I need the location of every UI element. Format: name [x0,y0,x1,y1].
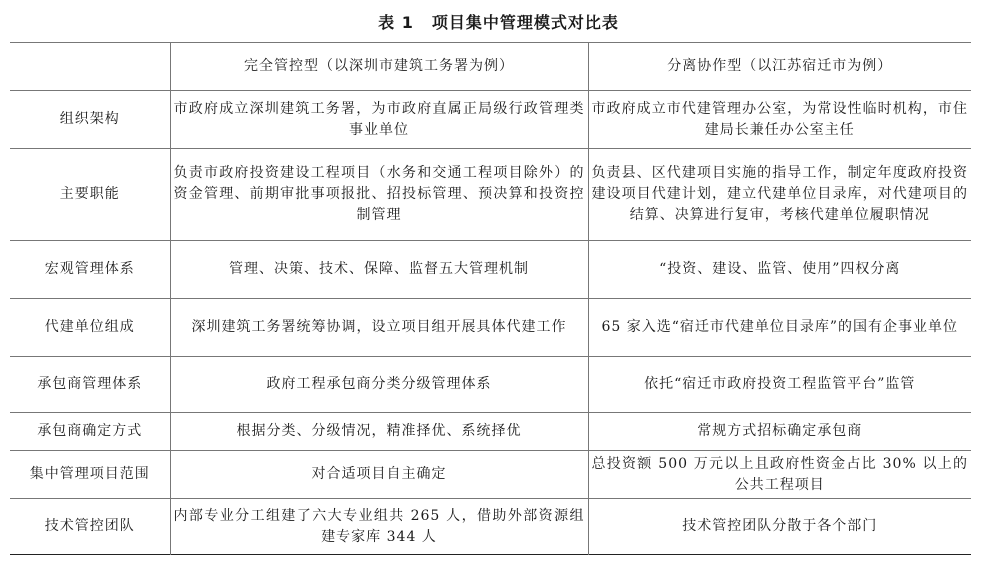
row-label: 技术管控团队 [10,499,170,555]
header-blank-cell [10,43,170,91]
row-cell-a: 深圳建筑工务署统筹协调，设立项目组开展具体代建工作 [170,299,588,357]
row-cell-a: 管理、决策、技术、保障、监督五大管理机制 [170,241,588,299]
table-row [10,499,971,555]
row-label: 承包商确定方式 [10,413,170,451]
row-cell-b: 65 家入选“宿迁市代建单位目录库”的国有企事业单位 [588,299,971,357]
comparison-table [10,42,971,555]
row-label: 宏观管理体系 [10,241,170,299]
table-row [10,91,971,149]
table-number: 表 1 [378,13,414,32]
header-row [10,43,971,91]
row-cell-b: 依托“宿迁市政府投资工程监管平台”监管 [588,357,971,413]
table-row [10,149,971,241]
row-cell-a: 市政府成立深圳建筑工务署，为市政府直属正局级行政管理类事业单位 [170,91,588,149]
table-row [10,241,971,299]
row-label: 主要职能 [10,149,170,241]
table-title [0,10,997,33]
row-label: 集中管理项目范围 [10,451,170,499]
row-cell-a: 负责市政府投资建设工程项目（水务和交通工程项目除外）的资金管理、前期审批事项报批、招投标管理、预决算和投资控制管理 [170,149,588,241]
table-row [10,451,971,499]
row-cell-a: 对合适项目自主确定 [170,451,588,499]
table-row [10,357,971,413]
row-label: 组织架构 [10,91,170,149]
row-cell-b: 市政府成立市代建管理办公室，为常设性临时机构，市住建局长兼任办公室主任 [588,91,971,149]
table-row [10,299,971,357]
row-cell-b: 常规方式招标确定承包商 [588,413,971,451]
row-cell-b: 技术管控团队分散于各个部门 [588,499,971,555]
row-label: 代建单位组成 [10,299,170,357]
row-cell-a: 政府工程承包商分类分级管理体系 [170,357,588,413]
row-cell-a: 根据分类、分级情况，精准择优、系统择优 [170,413,588,451]
header-col-a: 完全管控型（以深圳市建筑工务署为例） [170,43,588,91]
table-caption: 项目集中管理模式对比表 [431,13,619,32]
row-label: 承包商管理体系 [10,357,170,413]
header-col-b: 分离协作型（以江苏宿迁市为例） [588,43,971,91]
row-cell-a: 内部专业分工组建了六大专业组共 265 人，借助外部资源组建专家库 344 人 [170,499,588,555]
row-cell-b: “投资、建设、监管、使用”四权分离 [588,241,971,299]
row-cell-b: 负责县、区代建项目实施的指导工作，制定年度政府投资建设项目代建计划，建立代建单位目录库，对代建项目的结算、决算进行复审，考核代建单位履职情况 [588,149,971,241]
table-row [10,413,971,451]
row-cell-b: 总投资额 500 万元以上且政府性资金占比 30% 以上的公共工程项目 [588,451,971,499]
